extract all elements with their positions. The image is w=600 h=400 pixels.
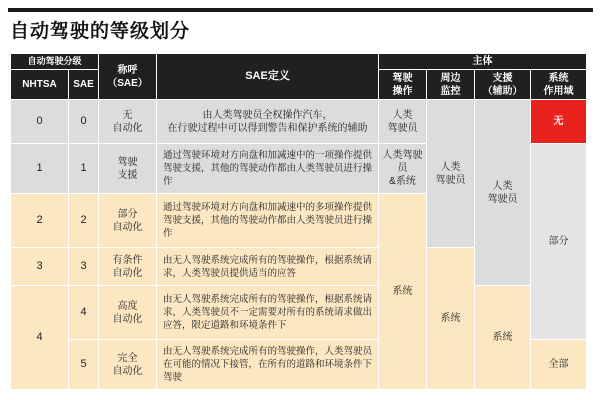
cell-monitor-human: 人类 驾驶员 [427, 100, 475, 248]
row-3-name: 有条件 自动化 [99, 248, 157, 286]
header-drive-operation: 驾驶 操作 [379, 70, 427, 100]
cell-drive-mixed: 人类驾驶员 &系统 [379, 144, 427, 194]
header-name: 称呼 （SAE） [99, 54, 157, 100]
row-2-sae: 2 [69, 194, 99, 248]
cell-monitor-system: 系统 [427, 248, 475, 390]
row-2-name: 部分 自动化 [99, 194, 157, 248]
cell-domain-none: 无 [531, 100, 587, 144]
row-0-sae: 0 [69, 100, 99, 144]
levels-table [10, 53, 587, 390]
row-0-nhtsa: 0 [11, 100, 69, 144]
row-3-definition: 由无人驾驶系统完成所有的驾驶操作，根据系统请求，人类驾驶员提供适当的应答 [157, 248, 379, 286]
row-0-definition: 由人类驾驶员全权操作汽车， 在行驶过程中可以得到警告和保护系统的辅助 [157, 100, 379, 144]
row-2-definition: 通过驾驶环境对方向盘和加减速中的多项操作提供驾驶支援，其他的驾驶动作都由人类驾驶员进行操作 [157, 194, 379, 248]
row-0-name: 无 自动化 [99, 100, 157, 144]
row-4-name: 高度 自动化 [99, 286, 157, 340]
header-system-domain: 系统 作用域 [531, 70, 587, 100]
row-5-sae: 5 [69, 340, 99, 390]
row-1-sae: 1 [69, 144, 99, 194]
cell-support-system: 系统 [475, 286, 531, 390]
row-4-nhtsa: 4 [11, 286, 69, 390]
row-1-definition: 通过驾驶环境对方向盘和加减速中的一项操作提供驾驶支援，其他的驾驶动作都由人类驾驶员进行操作 [157, 144, 379, 194]
row-3-sae: 3 [69, 248, 99, 286]
cell-domain-all: 全部 [531, 340, 587, 390]
top-rule [8, 8, 593, 12]
page-title: 自动驾驶的等级划分 [10, 20, 191, 42]
header-surrounding-monitor: 周边 监控 [427, 70, 475, 100]
row-4-definition: 由无人驾驶系统完成所有的驾驶操作，根据系统请求，人类驾驶员不一定需要对所有的系统请求做出应答，限定道路和环境条件下 [157, 286, 379, 340]
header-sae: SAE [69, 70, 99, 100]
row-5-definition: 由无人驾驶系统完成所有的驾驶操作，人类驾驶员在可能的情况下接管，在所有的道路和环境条件下驾驶 [157, 340, 379, 390]
header-definition: SAE定义 [157, 54, 379, 100]
cell-drive-human: 人类 驾驶员 [379, 100, 427, 144]
row-4-sae: 4 [69, 286, 99, 340]
row-1-nhtsa: 1 [11, 144, 69, 194]
header-level-group: 自动驾驶分级 [11, 54, 99, 70]
header-subject: 主体 [379, 54, 587, 70]
row-3-nhtsa: 3 [11, 248, 69, 286]
header-support: 支援 （辅助） [475, 70, 531, 100]
row-2-nhtsa: 2 [11, 194, 69, 248]
cell-drive-system: 系统 [379, 194, 427, 390]
row-5-name: 完全 自动化 [99, 340, 157, 390]
row-1-name: 驾驶 支援 [99, 144, 157, 194]
header-nhtsa: NHTSA [11, 70, 69, 100]
cell-domain-partial: 部分 [531, 144, 587, 340]
cell-support-human: 人类 驾驶员 [475, 100, 531, 286]
